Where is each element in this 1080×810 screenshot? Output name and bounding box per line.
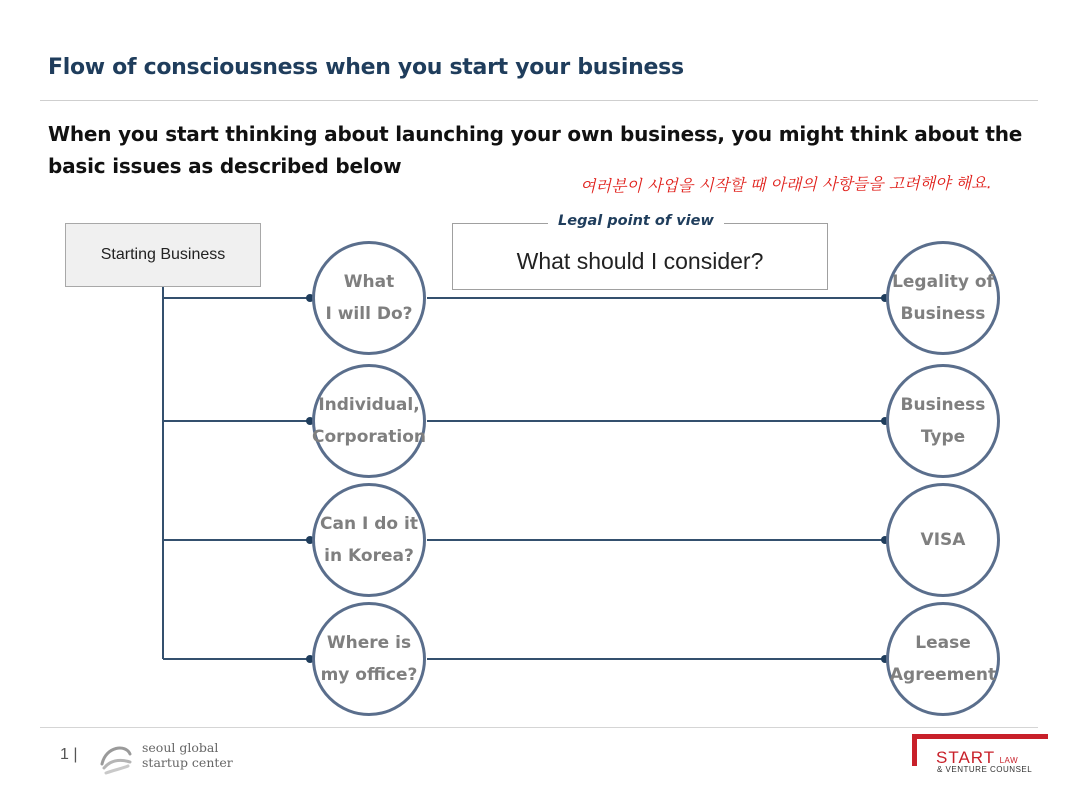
circle-legality-of-business: [886, 241, 1000, 355]
start-wordmark-big: START: [936, 748, 996, 767]
seoul-global-startup-center-logo-icon: [96, 738, 136, 778]
circle-label: Where is my office?: [320, 633, 418, 685]
sgsc-line-1: seoul global: [142, 740, 219, 755]
page-title: Flow of consciousness when you start your business: [48, 55, 684, 80]
start-wordmark-small: LAW: [999, 756, 1019, 765]
what-to-consider-box: What should I consider?: [452, 223, 828, 290]
circle-can-i-do-it-in-korea: [312, 483, 426, 597]
circle-where-is-my-office: [312, 602, 426, 716]
start-law-subline: & VENTURE COUNSEL: [937, 765, 1033, 774]
circle-lease-agreement: [886, 602, 1000, 716]
circle-label: Legality of Business: [892, 272, 994, 324]
footer-divider: [40, 727, 1038, 728]
subtitle-line-1: When you start thinking about launching your own business, you might think about the: [48, 122, 1023, 146]
circle-label: Individual, Corporation: [312, 395, 426, 447]
circle-business-type: [886, 364, 1000, 478]
seoul-global-startup-center-wordmark: [142, 740, 233, 770]
subtitle-line-2: basic issues as described below: [48, 154, 402, 178]
circle-visa: [886, 483, 1000, 597]
korean-handwritten-note: 여러분이 사업을 시작할 때 아래의 사항들을 고려해야 해요.: [579, 173, 992, 196]
circle-label: Business Type: [900, 395, 986, 447]
circle-label: What I will Do?: [325, 272, 413, 324]
circle-individual-corporation: [312, 364, 426, 478]
circle-what-will-i-do: [312, 241, 426, 355]
page-number: 1 |: [60, 746, 78, 763]
circle-label: Lease Agreement: [889, 633, 997, 685]
circle-label: VISA: [920, 530, 966, 550]
sgsc-line-2: startup center: [142, 755, 233, 770]
legal-point-of-view-label: Legal point of view: [548, 213, 724, 229]
starting-business-box: Starting Business: [65, 223, 261, 287]
circle-label: Can I do it in Korea?: [320, 514, 418, 566]
